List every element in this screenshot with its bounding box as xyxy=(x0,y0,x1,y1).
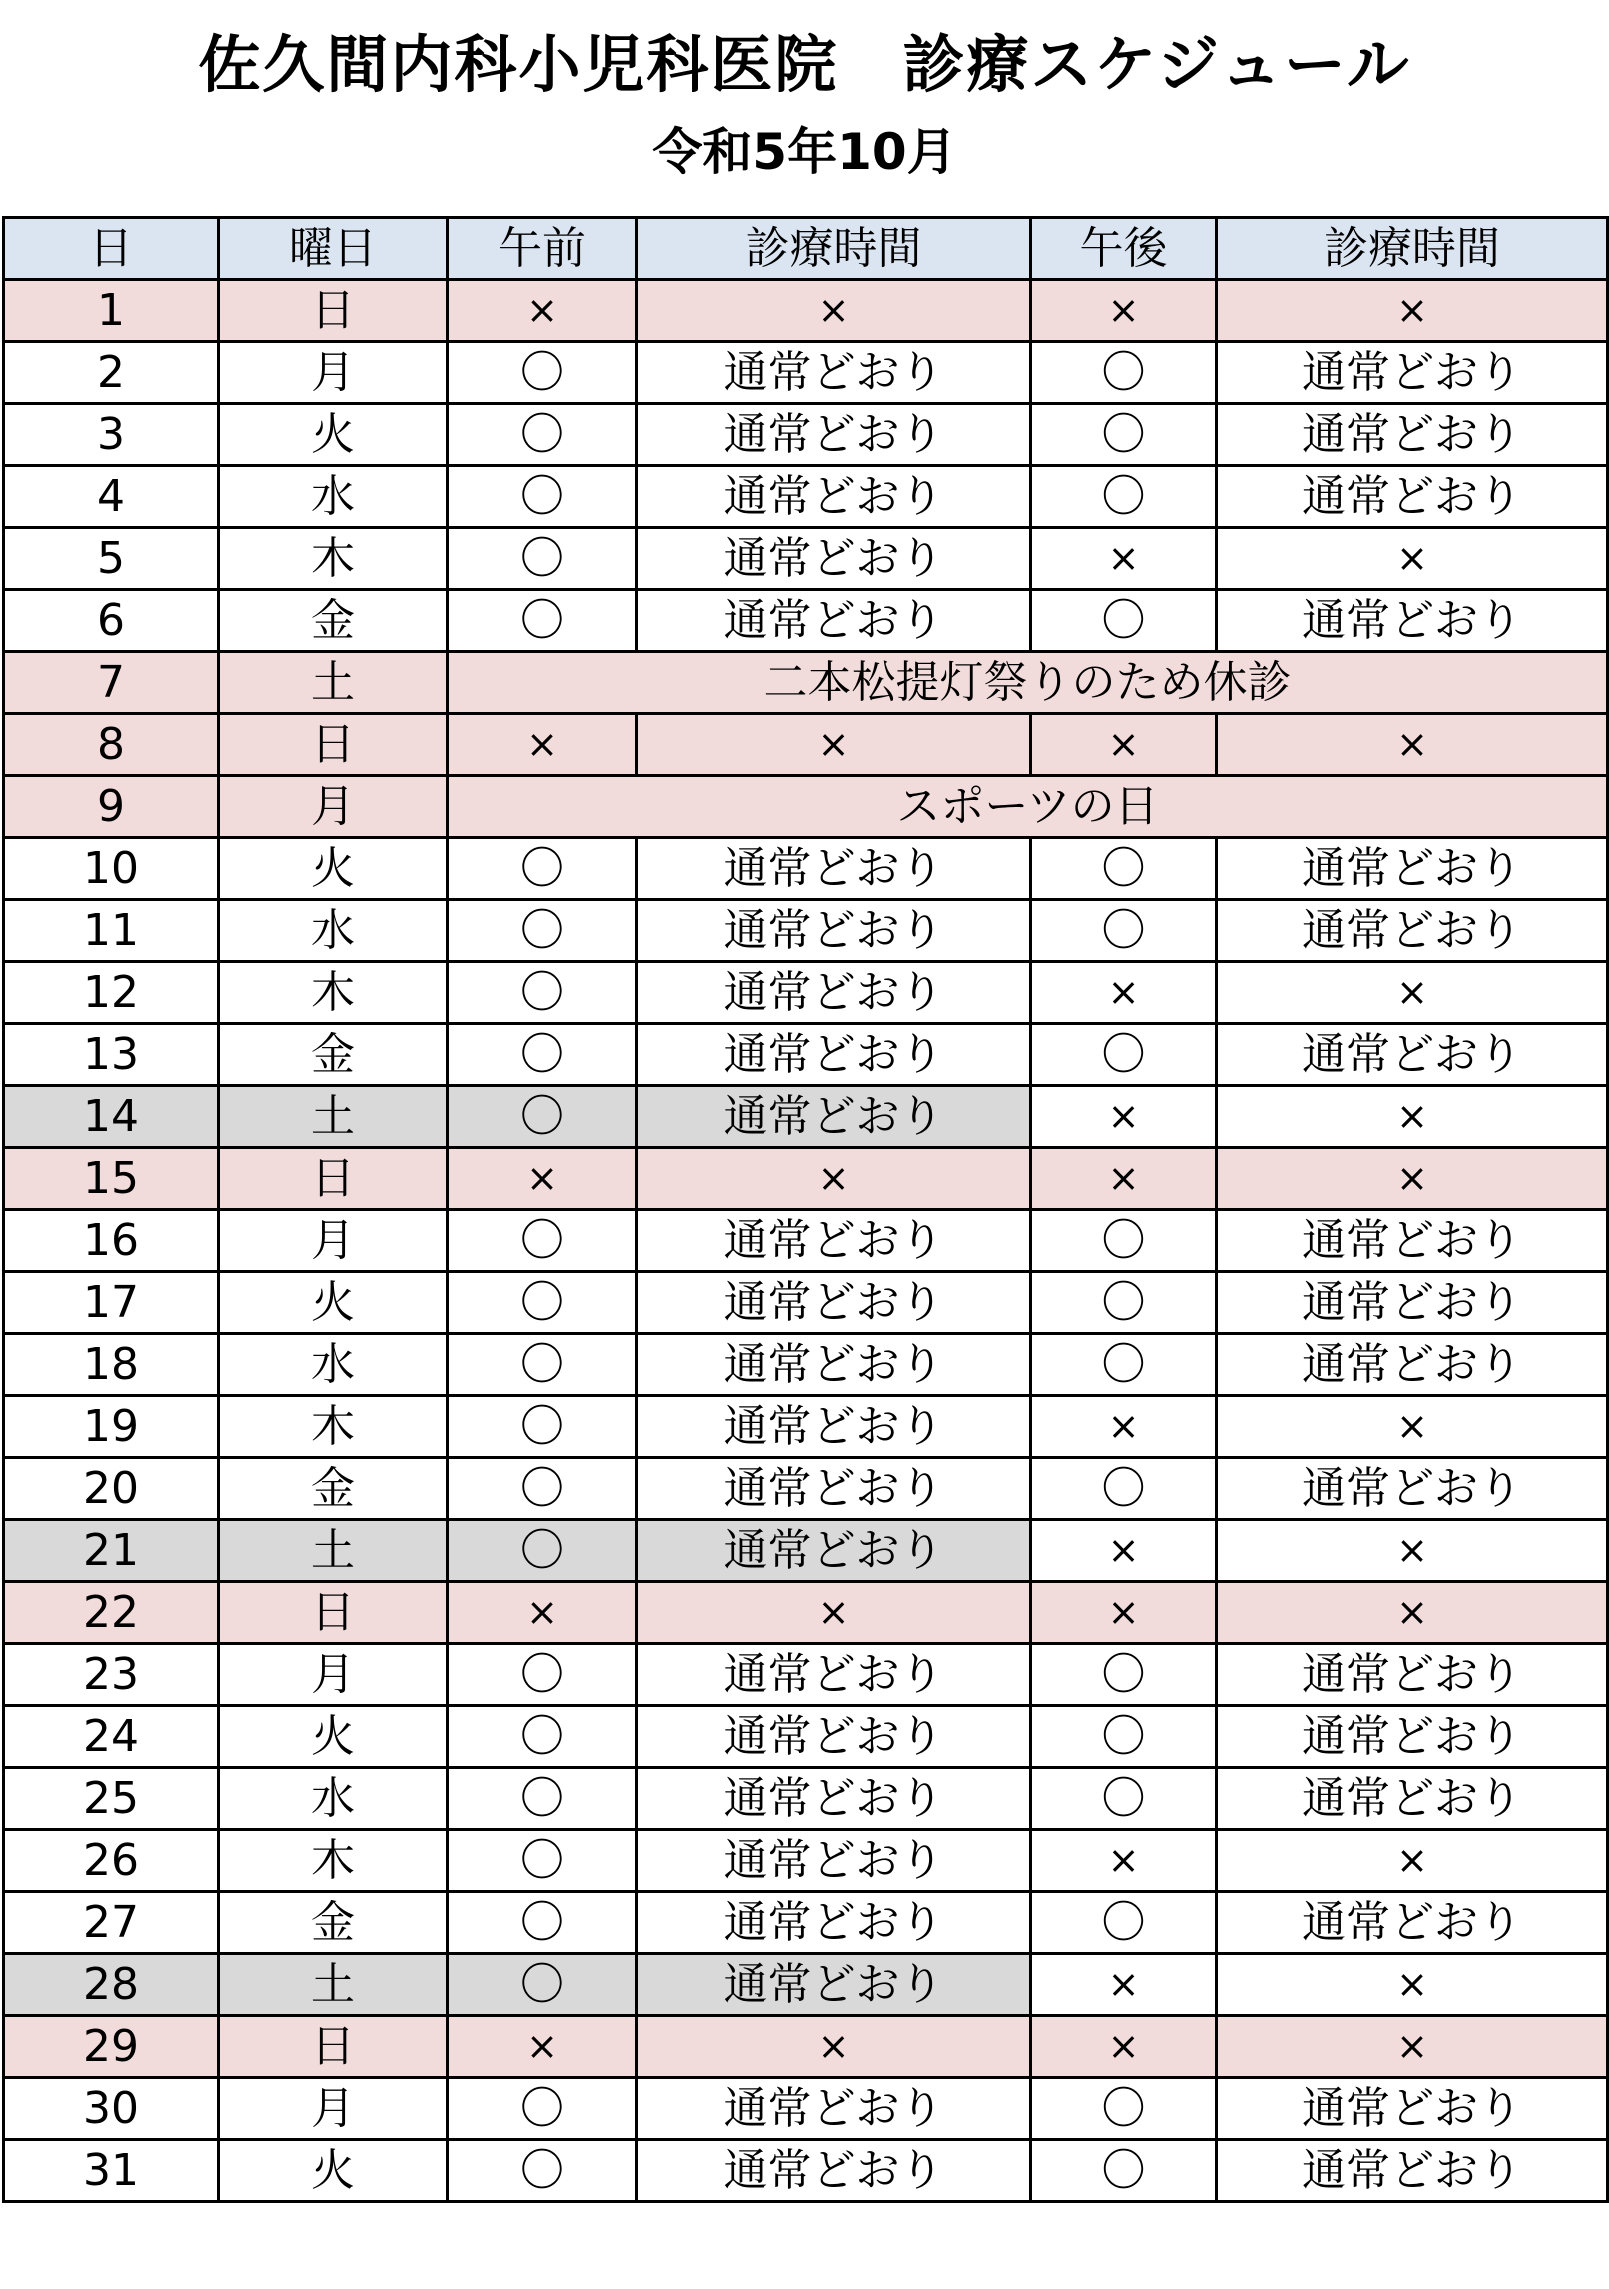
pm-mark: 〇 xyxy=(1031,1210,1217,1272)
table-row xyxy=(4,714,1608,776)
am-mark: 〇 xyxy=(448,342,637,404)
day-cell: 31 xyxy=(4,2140,219,2202)
am-mark: 〇 xyxy=(448,1706,637,1768)
table-row xyxy=(4,1272,1608,1334)
day-cell: 14 xyxy=(4,1086,219,1148)
am-mark: 〇 xyxy=(448,1396,637,1458)
am-text: × xyxy=(637,714,1031,776)
weekday-cell: 日 xyxy=(219,1148,448,1210)
weekday-cell: 土 xyxy=(219,652,448,714)
am-text: 通常どおり xyxy=(637,1334,1031,1396)
closure-note: スポーツの日 xyxy=(448,776,1608,838)
pm-text: 通常どおり xyxy=(1217,1210,1608,1272)
pm-mark: 〇 xyxy=(1031,1024,1217,1086)
day-cell: 16 xyxy=(4,1210,219,1272)
pm-mark: × xyxy=(1031,1086,1217,1148)
pm-mark: 〇 xyxy=(1031,1644,1217,1706)
pm-mark: 〇 xyxy=(1031,1272,1217,1334)
weekday-cell: 火 xyxy=(219,1706,448,1768)
am-mark: × xyxy=(448,280,637,342)
pm-mark: × xyxy=(1031,2016,1217,2078)
weekday-cell: 木 xyxy=(219,962,448,1024)
am-text: × xyxy=(637,2016,1031,2078)
day-cell: 19 xyxy=(4,1396,219,1458)
table-row xyxy=(4,280,1608,342)
pm-mark: 〇 xyxy=(1031,590,1217,652)
table-row xyxy=(4,838,1608,900)
weekday-cell: 月 xyxy=(219,1210,448,1272)
pm-mark: 〇 xyxy=(1031,404,1217,466)
table-row xyxy=(4,1458,1608,1520)
weekday-cell: 火 xyxy=(219,404,448,466)
table-row xyxy=(4,528,1608,590)
am-text: 通常どおり xyxy=(637,1706,1031,1768)
am-text: × xyxy=(637,1148,1031,1210)
pm-text: × xyxy=(1217,1582,1608,1644)
day-cell: 15 xyxy=(4,1148,219,1210)
am-text: 通常どおり xyxy=(637,1272,1031,1334)
pm-text: 通常どおり xyxy=(1217,342,1608,404)
table-row xyxy=(4,1954,1608,2016)
weekday-cell: 金 xyxy=(219,590,448,652)
pm-mark: 〇 xyxy=(1031,2140,1217,2202)
day-cell: 23 xyxy=(4,1644,219,1706)
am-text: 通常どおり xyxy=(637,342,1031,404)
day-cell: 27 xyxy=(4,1892,219,1954)
table-row xyxy=(4,1768,1608,1830)
header-afternoon: 午後 xyxy=(1031,218,1217,280)
am-mark: × xyxy=(448,2016,637,2078)
table-row xyxy=(4,2140,1608,2202)
day-cell: 6 xyxy=(4,590,219,652)
am-text: 通常どおり xyxy=(637,466,1031,528)
header-row xyxy=(4,218,1608,280)
table-row xyxy=(4,1210,1608,1272)
table-row xyxy=(4,1830,1608,1892)
day-cell: 20 xyxy=(4,1458,219,1520)
pm-text: 通常どおり xyxy=(1217,1644,1608,1706)
day-cell: 11 xyxy=(4,900,219,962)
am-mark: 〇 xyxy=(448,466,637,528)
pm-text: × xyxy=(1217,280,1608,342)
weekday-cell: 月 xyxy=(219,2078,448,2140)
am-mark: 〇 xyxy=(448,900,637,962)
pm-mark: × xyxy=(1031,1148,1217,1210)
am-text: × xyxy=(637,280,1031,342)
table-row xyxy=(4,1644,1608,1706)
closure-note: 二本松提灯祭りのため休診 xyxy=(448,652,1608,714)
table-row xyxy=(4,590,1608,652)
pm-mark: × xyxy=(1031,962,1217,1024)
am-mark: × xyxy=(448,1148,637,1210)
weekday-cell: 水 xyxy=(219,1768,448,1830)
pm-mark: 〇 xyxy=(1031,1334,1217,1396)
pm-text: 通常どおり xyxy=(1217,1892,1608,1954)
pm-mark: × xyxy=(1031,1830,1217,1892)
am-text: 通常どおり xyxy=(637,1024,1031,1086)
day-cell: 26 xyxy=(4,1830,219,1892)
day-cell: 3 xyxy=(4,404,219,466)
day-cell: 5 xyxy=(4,528,219,590)
schedule-table xyxy=(2,216,1609,2203)
pm-text: 通常どおり xyxy=(1217,1334,1608,1396)
weekday-cell: 木 xyxy=(219,1830,448,1892)
table-row xyxy=(4,1892,1608,1954)
am-mark: 〇 xyxy=(448,404,637,466)
am-mark: 〇 xyxy=(448,590,637,652)
table-row xyxy=(4,776,1608,838)
am-text: 通常どおり xyxy=(637,1830,1031,1892)
pm-mark: × xyxy=(1031,280,1217,342)
header-afternoon-hours: 診療時間 xyxy=(1217,218,1608,280)
pm-mark: 〇 xyxy=(1031,1768,1217,1830)
pm-mark: × xyxy=(1031,528,1217,590)
pm-mark: × xyxy=(1031,1954,1217,2016)
pm-text: 通常どおり xyxy=(1217,1768,1608,1830)
weekday-cell: 土 xyxy=(219,1520,448,1582)
pm-text: 通常どおり xyxy=(1217,590,1608,652)
am-mark: × xyxy=(448,714,637,776)
pm-mark: 〇 xyxy=(1031,838,1217,900)
weekday-cell: 金 xyxy=(219,1024,448,1086)
am-mark: 〇 xyxy=(448,1768,637,1830)
am-text: 通常どおり xyxy=(637,590,1031,652)
table-row xyxy=(4,1582,1608,1644)
am-mark: 〇 xyxy=(448,1086,637,1148)
am-text: 通常どおり xyxy=(637,838,1031,900)
table-row xyxy=(4,2078,1608,2140)
pm-text: × xyxy=(1217,1830,1608,1892)
weekday-cell: 月 xyxy=(219,342,448,404)
pm-text: 通常どおり xyxy=(1217,1024,1608,1086)
pm-text: × xyxy=(1217,1396,1608,1458)
pm-text: 通常どおり xyxy=(1217,2078,1608,2140)
weekday-cell: 水 xyxy=(219,1334,448,1396)
pm-mark: 〇 xyxy=(1031,2078,1217,2140)
table-row xyxy=(4,1520,1608,1582)
pm-text: 通常どおり xyxy=(1217,838,1608,900)
day-cell: 24 xyxy=(4,1706,219,1768)
day-cell: 10 xyxy=(4,838,219,900)
pm-mark: 〇 xyxy=(1031,1458,1217,1520)
pm-text: 通常どおり xyxy=(1217,404,1608,466)
header-day: 日 xyxy=(4,218,219,280)
day-cell: 29 xyxy=(4,2016,219,2078)
am-text: 通常どおり xyxy=(637,1768,1031,1830)
day-cell: 30 xyxy=(4,2078,219,2140)
am-mark: 〇 xyxy=(448,1892,637,1954)
am-mark: 〇 xyxy=(448,1334,637,1396)
weekday-cell: 火 xyxy=(219,2140,448,2202)
weekday-cell: 土 xyxy=(219,1954,448,2016)
day-cell: 9 xyxy=(4,776,219,838)
day-cell: 21 xyxy=(4,1520,219,1582)
weekday-cell: 日 xyxy=(219,714,448,776)
table-row xyxy=(4,1086,1608,1148)
day-cell: 1 xyxy=(4,280,219,342)
day-cell: 4 xyxy=(4,466,219,528)
am-text: 通常どおり xyxy=(637,1644,1031,1706)
pm-mark: 〇 xyxy=(1031,900,1217,962)
pm-text: 通常どおり xyxy=(1217,900,1608,962)
weekday-cell: 日 xyxy=(219,280,448,342)
day-cell: 7 xyxy=(4,652,219,714)
day-cell: 25 xyxy=(4,1768,219,1830)
table-row xyxy=(4,1396,1608,1458)
am-text: 通常どおり xyxy=(637,1396,1031,1458)
am-mark: 〇 xyxy=(448,1458,637,1520)
pm-text: × xyxy=(1217,1520,1608,1582)
pm-mark: × xyxy=(1031,1396,1217,1458)
weekday-cell: 日 xyxy=(219,1582,448,1644)
pm-text: × xyxy=(1217,528,1608,590)
table-row xyxy=(4,2016,1608,2078)
am-mark: 〇 xyxy=(448,1520,637,1582)
table-row xyxy=(4,404,1608,466)
am-text: 通常どおり xyxy=(637,1086,1031,1148)
table-row xyxy=(4,1024,1608,1086)
page-subtitle: 令和5年10月 xyxy=(652,123,957,181)
am-mark: 〇 xyxy=(448,838,637,900)
pm-text: 通常どおり xyxy=(1217,466,1608,528)
table-row xyxy=(4,1148,1608,1210)
day-cell: 22 xyxy=(4,1582,219,1644)
weekday-cell: 火 xyxy=(219,1272,448,1334)
weekday-cell: 日 xyxy=(219,2016,448,2078)
day-cell: 2 xyxy=(4,342,219,404)
am-text: 通常どおり xyxy=(637,962,1031,1024)
day-cell: 13 xyxy=(4,1024,219,1086)
pm-text: 通常どおり xyxy=(1217,1706,1608,1768)
am-mark: 〇 xyxy=(448,962,637,1024)
am-text: 通常どおり xyxy=(637,2078,1031,2140)
am-text: 通常どおり xyxy=(637,1892,1031,1954)
am-text: 通常どおり xyxy=(637,1210,1031,1272)
day-cell: 12 xyxy=(4,962,219,1024)
header-weekday: 曜日 xyxy=(219,218,448,280)
am-mark: × xyxy=(448,1582,637,1644)
am-text: 通常どおり xyxy=(637,528,1031,590)
day-cell: 18 xyxy=(4,1334,219,1396)
am-mark: 〇 xyxy=(448,528,637,590)
weekday-cell: 水 xyxy=(219,900,448,962)
table-row xyxy=(4,962,1608,1024)
am-mark: 〇 xyxy=(448,2140,637,2202)
pm-text: 通常どおり xyxy=(1217,2140,1608,2202)
am-text: 通常どおり xyxy=(637,2140,1031,2202)
weekday-cell: 火 xyxy=(219,838,448,900)
pm-text: × xyxy=(1217,2016,1608,2078)
day-cell: 17 xyxy=(4,1272,219,1334)
pm-text: × xyxy=(1217,714,1608,776)
page-title: 佐久間内科小児科医院 診療スケジュール xyxy=(198,28,1411,101)
pm-mark: 〇 xyxy=(1031,1706,1217,1768)
table-row xyxy=(4,652,1608,714)
pm-text: × xyxy=(1217,1148,1608,1210)
pm-text: 通常どおり xyxy=(1217,1458,1608,1520)
pm-mark: 〇 xyxy=(1031,466,1217,528)
am-mark: 〇 xyxy=(448,1272,637,1334)
am-mark: 〇 xyxy=(448,1210,637,1272)
weekday-cell: 木 xyxy=(219,1396,448,1458)
weekday-cell: 金 xyxy=(219,1458,448,1520)
pm-mark: 〇 xyxy=(1031,342,1217,404)
day-cell: 28 xyxy=(4,1954,219,2016)
am-text: 通常どおり xyxy=(637,1458,1031,1520)
header-morning: 午前 xyxy=(448,218,637,280)
am-mark: 〇 xyxy=(448,1954,637,2016)
am-mark: 〇 xyxy=(448,2078,637,2140)
pm-text: × xyxy=(1217,1954,1608,2016)
pm-mark: × xyxy=(1031,714,1217,776)
pm-text: × xyxy=(1217,962,1608,1024)
weekday-cell: 水 xyxy=(219,466,448,528)
am-text: 通常どおり xyxy=(637,900,1031,962)
pm-text: 通常どおり xyxy=(1217,1272,1608,1334)
header-morning-hours: 診療時間 xyxy=(637,218,1031,280)
am-text: 通常どおり xyxy=(637,1520,1031,1582)
table-row xyxy=(4,342,1608,404)
pm-text: × xyxy=(1217,1086,1608,1148)
weekday-cell: 月 xyxy=(219,776,448,838)
table-row xyxy=(4,466,1608,528)
weekday-cell: 土 xyxy=(219,1086,448,1148)
am-mark: 〇 xyxy=(448,1024,637,1086)
pm-mark: 〇 xyxy=(1031,1892,1217,1954)
am-mark: 〇 xyxy=(448,1830,637,1892)
am-mark: 〇 xyxy=(448,1644,637,1706)
pm-mark: × xyxy=(1031,1582,1217,1644)
am-text: 通常どおり xyxy=(637,404,1031,466)
table-row xyxy=(4,900,1608,962)
day-cell: 8 xyxy=(4,714,219,776)
weekday-cell: 金 xyxy=(219,1892,448,1954)
table-row xyxy=(4,1706,1608,1768)
pm-mark: × xyxy=(1031,1520,1217,1582)
am-text: 通常どおり xyxy=(637,1954,1031,2016)
table-row xyxy=(4,1334,1608,1396)
weekday-cell: 月 xyxy=(219,1644,448,1706)
am-text: × xyxy=(637,1582,1031,1644)
weekday-cell: 木 xyxy=(219,528,448,590)
